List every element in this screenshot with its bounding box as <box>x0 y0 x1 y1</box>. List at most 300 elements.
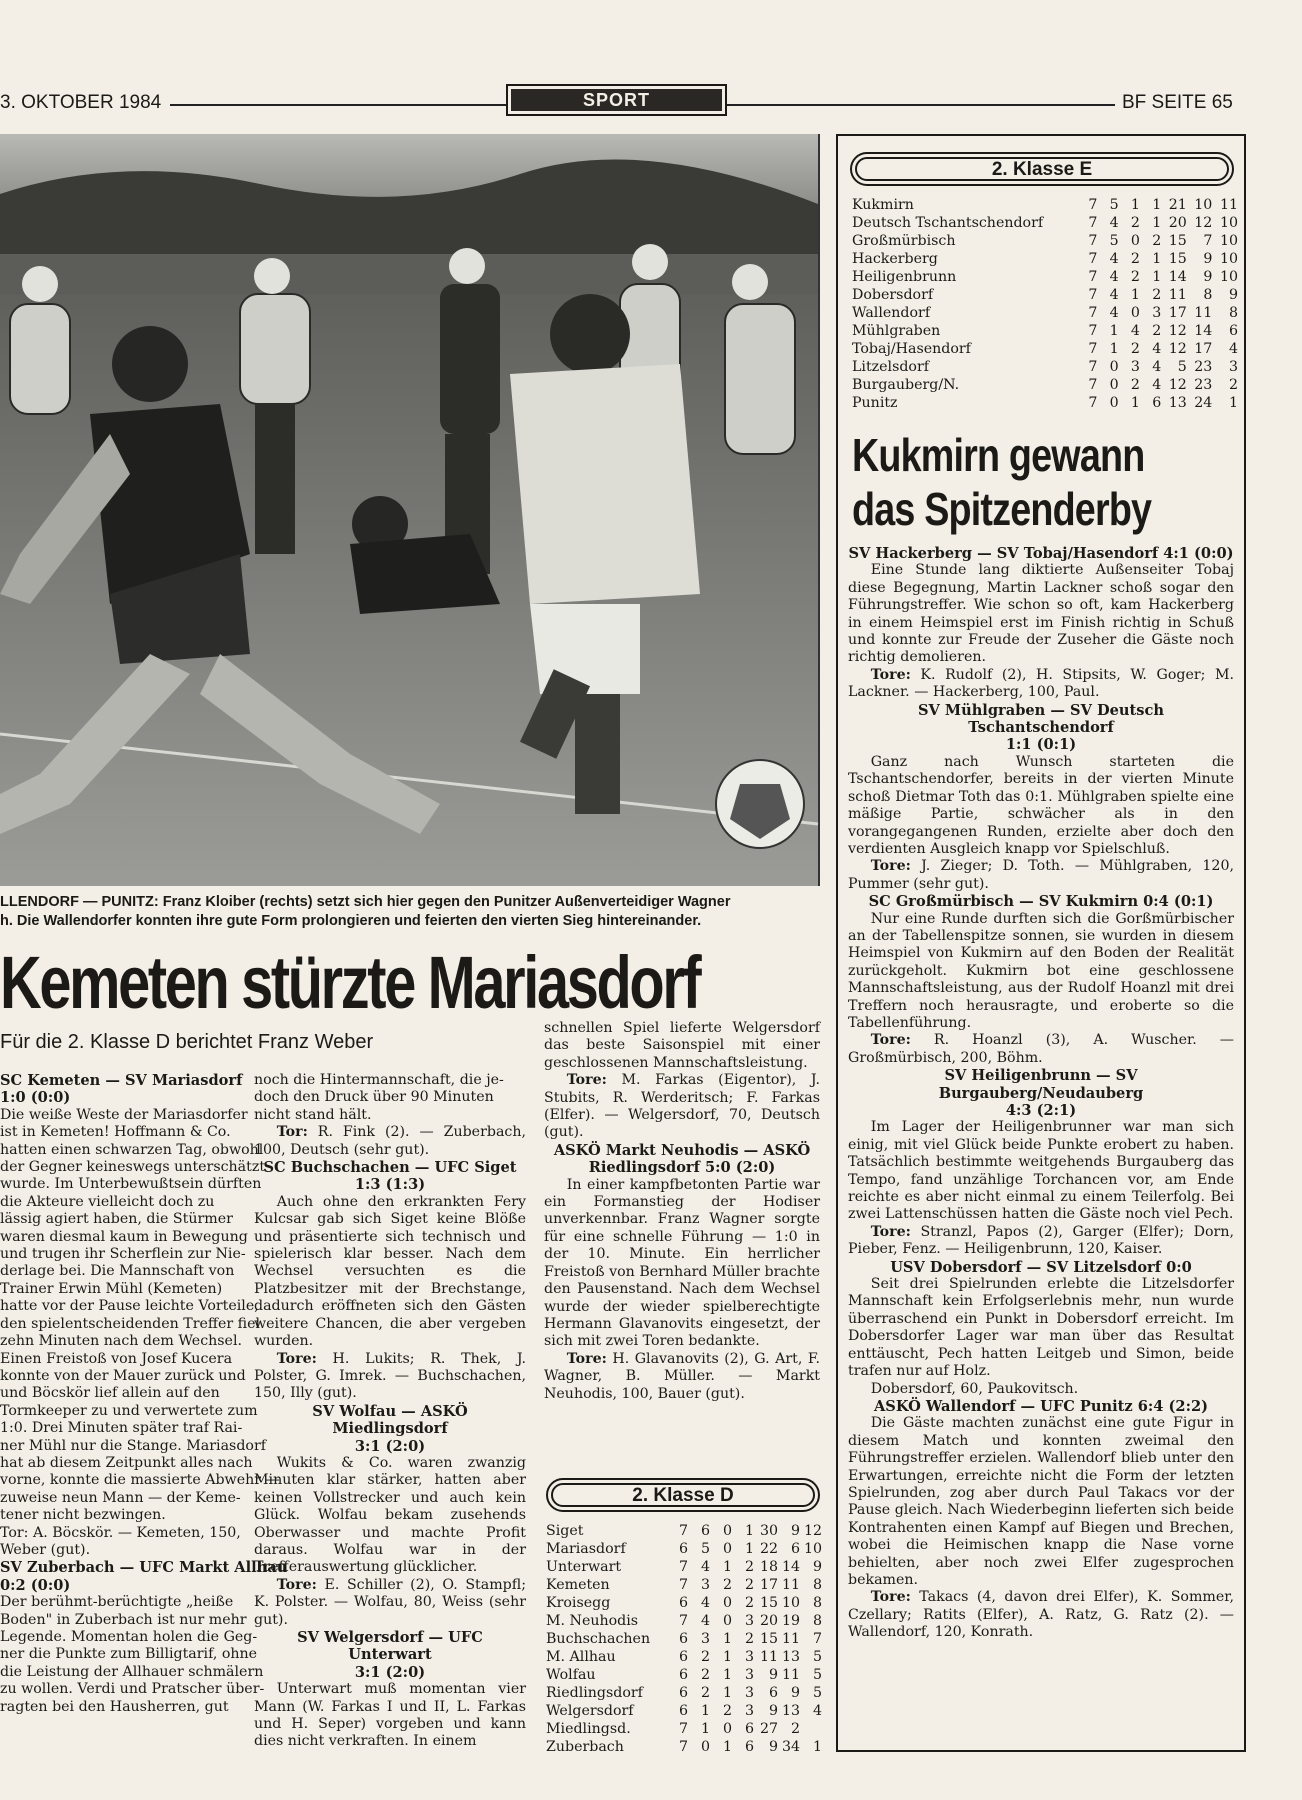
stat-value: 17 <box>759 1577 778 1593</box>
stat-value: 0 <box>722 1541 732 1557</box>
article-column-2 <box>254 1072 526 1751</box>
paragraph: nicht stand hält. <box>254 1106 372 1123</box>
stat-value: 9 <box>768 1703 778 1719</box>
article-column-4 <box>848 545 1234 1642</box>
stat-value: 11 <box>781 1631 800 1647</box>
scorers-label: Tore: <box>870 1032 911 1049</box>
stat-value: 0 <box>1109 359 1119 375</box>
stat-value: 1 <box>722 1667 732 1683</box>
stat-value: 30 <box>759 1523 778 1539</box>
stat-value: 9 <box>1203 269 1213 285</box>
paragraph: Legende. Momentan holen die Geg- <box>0 1629 258 1645</box>
stat-value: 1 <box>744 1523 754 1539</box>
stat-value: 1 <box>722 1559 732 1575</box>
stat-value: 6 <box>790 1541 800 1557</box>
match-heading: 1:0 (0:0) <box>0 1089 71 1107</box>
team-name: Heiligenbrunn <box>852 269 957 285</box>
match-heading: SV Zuberbach — UFC Markt Allhau <box>0 1559 288 1577</box>
stat-value: 12 <box>1168 377 1187 393</box>
stat-value: 8 <box>812 1595 822 1611</box>
paragraph: Nur eine Runde durften sich die Gorßmürbischer an der Tabellenspitze sonnen, sie wurden in diesem Heimspiel von Kukmirn auf den Boden der Realität zurückgeholt. Kukmirn bot eine geschlossene Mannschaftsleistung, aus der Rudolf Hoanzl mit drei Treffern noch herausragte, und eroberte so die Tabellenführung. <box>848 910 1234 1031</box>
team-name: Punitz <box>852 395 898 411</box>
stat-value: 4 <box>700 1595 710 1611</box>
stat-value: 3 <box>744 1667 754 1683</box>
stat-value: 9 <box>768 1667 778 1683</box>
stat-value: 10 <box>1219 251 1238 267</box>
scorers-text: H. Lukits; R. Thek, J. Polster, G. Imrek. — Buchschachen, 150, Illy (gut). <box>254 1350 526 1402</box>
stat-value: 14 <box>1168 269 1187 285</box>
stat-value: 2 <box>1130 251 1140 267</box>
stat-value: 2 <box>790 1721 800 1737</box>
stat-value: 7 <box>1088 395 1098 411</box>
stat-value: 2 <box>744 1595 754 1611</box>
standings-row <box>852 394 1238 412</box>
match-heading: SV Mühlgraben — SV Deutsch Tschantschendorf <box>917 701 1164 737</box>
stat-value: 7 <box>678 1721 688 1737</box>
stat-value: 6 <box>1228 323 1238 339</box>
stat-value: 18 <box>759 1559 778 1575</box>
section-label: SPORT <box>511 89 722 111</box>
standings-row <box>852 340 1238 358</box>
issue-date: 3. OKTOBER 1984 <box>0 92 162 113</box>
stat-value: 7 <box>1088 341 1098 357</box>
stat-value: 1 <box>1152 215 1162 231</box>
stat-value: 7 <box>678 1559 688 1575</box>
stat-value: 4 <box>700 1559 710 1575</box>
stat-value: 0 <box>1130 305 1140 321</box>
kukmirn-headline-line: das Spitzenderby <box>852 483 1152 535</box>
team-name: M. Allhau <box>546 1649 616 1665</box>
stat-value: 12 <box>1168 341 1187 357</box>
stat-value: 6 <box>678 1595 688 1611</box>
team-name: Kroisegg <box>546 1595 611 1611</box>
stat-value: 24 <box>1194 395 1213 411</box>
paragraph: und trugen ihr Scherflein zur Nie- <box>0 1246 246 1263</box>
stat-value: 12 <box>803 1523 822 1539</box>
match-photo-image <box>0 134 818 886</box>
match-photo <box>0 134 820 886</box>
paragraph: die Akteure vielleicht doch zu <box>0 1193 215 1210</box>
stat-value: 5 <box>1177 359 1187 375</box>
stat-value: 1 <box>1228 395 1238 411</box>
stat-value: 4 <box>1109 305 1119 321</box>
stat-value: 14 <box>781 1559 800 1575</box>
match-heading: USV Dobersdorf — SV Litzelsdorf 0:0 <box>890 1258 1192 1276</box>
stat-value: 1 <box>722 1739 732 1755</box>
stat-value: 9 <box>790 1523 800 1539</box>
standings-row <box>852 322 1238 340</box>
stat-value: 7 <box>1088 359 1098 375</box>
standings-e-title-frame <box>850 152 1234 186</box>
article-column-3 <box>544 1020 820 1403</box>
paragraph: Boden" in Zuberbach ist nur mehr <box>0 1611 247 1628</box>
paragraph: noch die Hintermannschaft, die je- <box>254 1072 504 1088</box>
stat-value: 12 <box>1168 323 1187 339</box>
paragraph: konnte von der Mauer zurück und <box>0 1367 246 1384</box>
stat-value: 1 <box>1109 341 1119 357</box>
standings-row <box>852 376 1238 394</box>
stat-value: 4 <box>1130 323 1140 339</box>
paragraph: wurde. Im Unterbewußtsein dürften <box>0 1176 262 1193</box>
stat-value: 7 <box>678 1739 688 1755</box>
stat-value: 0 <box>722 1613 732 1629</box>
stat-value: 2 <box>1130 341 1140 357</box>
scorers-text: Stranzl, Papos (2), Garger (Elfer); Dorn, Pieber, Fenz. — Heiligenbrunn, 120, Kaiser. <box>848 1223 1234 1258</box>
team-name: Tobaj/Hasendorf <box>852 341 971 357</box>
stat-value: 7 <box>1088 269 1098 285</box>
scorers-line <box>848 1224 1234 1259</box>
standings-row <box>852 268 1238 286</box>
stat-value: 19 <box>781 1613 800 1629</box>
stat-value: 20 <box>759 1613 778 1629</box>
stat-value: 4 <box>1152 377 1162 393</box>
paragraph: Ganz nach Wunsch starteten die Tschantschendorfer, bereits in der vierten Minute schoß Dietmar Toth das 0:1. Mühlgraben spielte eine mäßige Partie, schwächer als in den vorangegangenen Runden, erzielte aber doch den verdienten Ausgleich knapp vor Spielschluß. <box>848 753 1234 857</box>
stat-value: 6 <box>744 1739 754 1755</box>
stat-value: 2 <box>700 1649 710 1665</box>
stat-value: 1 <box>744 1541 754 1557</box>
paragraph: hatte vor der Pause leichte Vorteile, <box>0 1298 259 1315</box>
stat-value: 1 <box>700 1721 710 1737</box>
scorers-text: K. Rudolf (2), H. Stipsits, W. Goger; M. Lackner. — Hackerberg, 100, Paul. <box>848 666 1234 701</box>
standings-row <box>546 1720 822 1738</box>
stat-value: 6 <box>1152 395 1162 411</box>
stat-value: 4 <box>1109 287 1119 303</box>
standings-d-table <box>546 1522 822 1756</box>
paragraph: Trainer Erwin Mühl (Kemeten) <box>0 1280 223 1297</box>
scorers-text: M. Farkas (Eigentor), J. Stubits, R. Werderitsch; F. Farkas (Elfer). — Welgersdorf, 70, Deutsch (gut). <box>544 1072 820 1141</box>
paragraph: die Leistung der Allhauer schmälern <box>0 1663 264 1680</box>
paragraph: Dobersdorf, 60, Paukovitsch. <box>870 1380 1079 1397</box>
paragraph: Tormkeeper zu und verwertete zum <box>0 1402 258 1419</box>
stat-value: 2 <box>1228 377 1238 393</box>
match-heading: SV Wolfau — ASKÖ Miedlingsdorf <box>312 1402 468 1438</box>
scorers-label: Tore: <box>566 1350 607 1367</box>
standings-row <box>546 1558 822 1576</box>
stat-value: 0 <box>1130 233 1140 249</box>
paragraph: Weber (gut). <box>0 1541 91 1558</box>
stat-value: 22 <box>759 1541 778 1557</box>
stat-value: 10 <box>803 1541 822 1557</box>
stat-value: 2 <box>700 1667 710 1683</box>
stat-value: 8 <box>1203 287 1213 303</box>
stat-value: 21 <box>1168 197 1187 213</box>
kukmirn-headline <box>852 428 1172 536</box>
standings-row <box>546 1738 822 1756</box>
paragraph: doch den Druck über 90 Minuten <box>254 1089 494 1106</box>
team-name: Buchschachen <box>546 1631 651 1647</box>
match-heading: 3:1 (2:0) <box>354 1437 426 1455</box>
standings-row <box>546 1522 822 1540</box>
stat-value: 2 <box>722 1703 732 1719</box>
team-name: Riedlingsdorf <box>546 1685 643 1701</box>
stat-value: 2 <box>1130 377 1140 393</box>
stat-value: 5 <box>812 1685 822 1701</box>
stat-value: 13 <box>1168 395 1187 411</box>
stat-value: 7 <box>678 1523 688 1539</box>
scorers-label: Tore: <box>870 1589 911 1606</box>
page-number: BF SEITE 65 <box>1122 92 1233 113</box>
match-heading: SV Heiligenbrunn — SV Burgauberg/Neudauberg <box>938 1067 1144 1102</box>
scorers-label: Tore: <box>276 1350 317 1367</box>
stat-value: 15 <box>1168 251 1187 267</box>
scorers-line <box>544 1072 820 1142</box>
team-name: Mariasdorf <box>546 1541 626 1557</box>
match-heading: 1:1 (0:1) <box>1005 736 1077 754</box>
standings-e-table <box>852 196 1238 412</box>
match-heading: 3:1 (2:0) <box>354 1663 426 1681</box>
stat-value: 15 <box>759 1595 778 1611</box>
stat-value: 10 <box>1219 233 1238 249</box>
paragraph: In einer kampfbetonten Partie war ein Formanstieg der Hodiser unverkennbar. Franz Wagner sorgte für eine schnelle Führung — 1:0 in der 10. Minute. Ein herrlicher Freistoß von Bernhard Müller brachte den Pausenstand. Nach dem Wechsel wurde der wieder spielberechtigte Hermann Glavanovits eingesetzt, der sich mit zwei Toren bedankte. <box>544 1176 820 1350</box>
paragraph: hat ab diesem Zeitpunkt alles nach <box>0 1454 253 1471</box>
stat-value: 4 <box>1152 359 1162 375</box>
paragraph: und Böcskör lief allein auf den <box>0 1385 220 1402</box>
match-heading: 0:2 (0:0) <box>0 1576 71 1594</box>
match-heading: ASKÖ Wallendorf — UFC Punitz 6:4 (2:2) <box>873 1397 1209 1415</box>
stat-value: 1 <box>1130 197 1140 213</box>
stat-value: 4 <box>812 1703 822 1719</box>
stat-value: 2 <box>1152 323 1162 339</box>
standings-row <box>546 1612 822 1630</box>
scorers-line <box>848 667 1234 702</box>
stat-value: 17 <box>1168 305 1187 321</box>
stat-value: 7 <box>1088 377 1098 393</box>
stat-value: 7 <box>1088 197 1098 213</box>
stat-value: 11 <box>781 1667 800 1683</box>
stat-value: 10 <box>1194 197 1213 213</box>
stat-value: 11 <box>1168 287 1187 303</box>
scorers-text: R. Fink (2). — Zuberbach, 100, Deutsch (sehr gut). <box>254 1124 526 1158</box>
scorers-text: R. Hoanzl (3), A. Wuscher. — Großmürbisch, 200, Böhm. <box>848 1032 1234 1066</box>
scorers-line <box>254 1351 526 1403</box>
paragraph: Der berühmt-berüchtigte „heiße <box>0 1594 234 1611</box>
stat-value: 7 <box>1088 323 1098 339</box>
stat-value: 27 <box>759 1721 778 1737</box>
standings-row <box>546 1648 822 1666</box>
stat-value: 9 <box>768 1739 778 1755</box>
stat-value: 4 <box>1109 251 1119 267</box>
scorers-label: Tore: <box>870 666 911 683</box>
stat-value: 2 <box>1130 269 1140 285</box>
stat-value: 11 <box>1219 197 1238 213</box>
stat-value: 7 <box>678 1577 688 1593</box>
stat-value: 2 <box>700 1685 710 1701</box>
stat-value: 6 <box>678 1541 688 1557</box>
paragraph: tener nicht bezwingen. <box>0 1507 166 1524</box>
stat-value: 7 <box>812 1631 822 1647</box>
stat-value: 8 <box>1228 305 1238 321</box>
stat-value: 2 <box>744 1577 754 1593</box>
stat-value: 7 <box>1088 233 1098 249</box>
scorers-line <box>544 1351 820 1403</box>
stat-value: 6 <box>678 1667 688 1683</box>
match-heading: 1:3 (1:3) <box>354 1176 426 1194</box>
stat-value: 8 <box>812 1577 822 1593</box>
match-heading: 4:3 (2:1) <box>1005 1102 1077 1119</box>
paragraph: ner die Punkte zum Billigtarif, ohne <box>0 1646 258 1663</box>
team-name: Unterwart <box>546 1559 622 1575</box>
stat-value: 3 <box>1228 359 1238 375</box>
standings-e-title: 2. Klasse E <box>855 157 1229 181</box>
paragraph: Im Lager der Heiligenbrunner war man sich einig, mit viel Glück beide Punkte erobert zu haben. Tatsächlich bestimmte weitgehends Burgauberg das Tempo, fand unzählige Torchancen vor, am Ende reichte es aber nicht einmal zu einem Teilerfolg. Bei zwei Lattenschüssen hatten die Gäste noch viel Pech. <box>848 1119 1234 1223</box>
stat-value: 3 <box>744 1685 754 1701</box>
paragraph: waren diesmal kaum in Bewegung <box>0 1228 248 1245</box>
scorers-line <box>848 858 1234 893</box>
stat-value: 17 <box>1194 341 1213 357</box>
stat-value: 0 <box>722 1523 732 1539</box>
stat-value: 7 <box>1088 305 1098 321</box>
stat-value: 5 <box>700 1541 710 1557</box>
paragraph: ragten bei den Hausherren, gut <box>0 1698 229 1715</box>
stat-value: 11 <box>781 1577 800 1593</box>
stat-value: 9 <box>812 1559 822 1575</box>
stat-value: 9 <box>1203 251 1213 267</box>
paragraph: zehn Minuten nach dem Wechsel. <box>0 1333 242 1350</box>
stat-value: 6 <box>768 1685 778 1701</box>
stat-value: 0 <box>1109 377 1119 393</box>
scorers-label: Tor: <box>276 1124 308 1141</box>
stat-value: 2 <box>1152 233 1162 249</box>
paragraph: Auch ohne den erkrankten Fery Kulcsar gab sich Siget keine Blöße und präsentierte sich technisch und spielerisch klar besser. Nach dem Wechsel versuchten es die Platzbesitzer mit der Brechstange, dadurch eröffneten sich den Gästen weitere Chancen, die aber vergeben wurden. <box>254 1193 526 1350</box>
paragraph: vorne, konnte die massierte Abwehr — <box>0 1472 280 1489</box>
paragraph: hatten einen schwarzen Tag, obwohl <box>0 1141 264 1158</box>
standings-row <box>852 358 1238 376</box>
stat-value: 4 <box>1109 215 1119 231</box>
section-label-box <box>506 84 727 116</box>
stat-value: 13 <box>781 1703 800 1719</box>
scorers-label: Tore: <box>870 1223 911 1240</box>
stat-value: 2 <box>1152 287 1162 303</box>
stat-value: 1 <box>722 1649 732 1665</box>
stat-value: 23 <box>1194 359 1213 375</box>
stat-value: 1 <box>1130 395 1140 411</box>
stat-value: 6 <box>678 1649 688 1665</box>
standings-row <box>546 1540 822 1558</box>
match-heading: Riedlingsdorf 5:0 (2:0) <box>588 1159 776 1177</box>
stat-value: 12 <box>1194 215 1213 231</box>
match-heading: SV Welgersdorf — UFC Unterwart <box>297 1629 483 1664</box>
match-heading: SC Kemeten — SV Mariasdorf <box>0 1072 243 1089</box>
stat-value: 6 <box>700 1523 710 1539</box>
stat-value: 1 <box>1152 197 1162 213</box>
paragraph: der Gegner keineswegs unterschätzt <box>0 1159 266 1176</box>
paragraph: den spielentscheidenden Treffer fiel <box>0 1315 261 1332</box>
stat-value: 23 <box>1194 377 1213 393</box>
stat-value: 3 <box>1152 305 1162 321</box>
stat-value: 5 <box>812 1649 822 1665</box>
match-heading: SC Großmürbisch — SV Kukmirn 0:4 (0:1) <box>868 893 1214 911</box>
paragraph: zu wollen. Verdi und Pratscher über- <box>0 1681 265 1698</box>
scorers-text: Takacs (4, davon drei Elfer), K. Sommer, Czellary; Ratits (Elfer), A. Ratz, G. Ratz (2). — Wallendorf, 120, Konrath. <box>848 1589 1234 1641</box>
stat-value: 2 <box>1130 215 1140 231</box>
team-name: Wallendorf <box>852 305 931 321</box>
stat-value: 8 <box>812 1613 822 1629</box>
stat-value: 4 <box>700 1613 710 1629</box>
stat-value: 11 <box>1194 305 1213 321</box>
stat-value: 5 <box>812 1667 822 1683</box>
standings-row <box>546 1684 822 1702</box>
team-name: Hackerberg <box>852 251 938 267</box>
match-heading: SC Buchschachen — UFC Siget <box>263 1159 517 1177</box>
scorers-label: Tore: <box>276 1576 317 1593</box>
paragraph: schnellen Spiel lieferte Welgersdorf das beste Saisonspiel mit einer geschlossenen Mannschaftsleistung. <box>544 1020 820 1071</box>
stat-value: 34 <box>781 1739 800 1755</box>
scorers-text: H. Glavanovits (2), G. Art, F. Wagner, B. Müller. — Markt Neuhodis, 100, Bauer (gut). <box>544 1350 820 1402</box>
standings-row <box>852 286 1238 304</box>
team-name: Welgersdorf <box>546 1703 634 1719</box>
stat-value: 14 <box>1194 323 1213 339</box>
standings-d-title-frame <box>546 1478 820 1512</box>
standings-row <box>546 1630 822 1648</box>
paragraph: Seit drei Spielrunden erlebte die Litzelsdorfer Mannschaft kein Erfolgserlebnis mehr, nun wurde überraschend ein Punkt in Dobersdorf erreicht. Im Dobersdorfer Lager war man über das Resultat enttäuscht, Pech hatten Leitgeb und Simon, beide trafen nur auf Holz. <box>848 1276 1234 1380</box>
team-name: Mühlgraben <box>852 323 941 339</box>
stat-value: 4 <box>1228 341 1238 357</box>
stat-value: 0 <box>722 1721 732 1737</box>
header-rule-right <box>727 104 1115 106</box>
paragraph: lässig agiert haben, die Stürmer <box>0 1211 233 1228</box>
stat-value: 2 <box>744 1559 754 1575</box>
stat-value: 2 <box>722 1577 732 1593</box>
paragraph: Die weiße Weste der Mariasdorfer <box>0 1106 248 1123</box>
scorers-line <box>254 1124 526 1159</box>
stat-value: 11 <box>759 1649 778 1665</box>
paragraph: ist in Kemeten! Hoffmann & Co. <box>0 1124 231 1141</box>
scorers-label: Tore: <box>870 858 911 875</box>
paragraph: Einen Freistoß von Josef Kucera <box>0 1350 233 1367</box>
standings-row <box>546 1594 822 1612</box>
stat-value: 7 <box>678 1613 688 1629</box>
standings-row <box>852 250 1238 268</box>
kukmirn-headline-line: Kukmirn gewann <box>852 429 1145 481</box>
photo-caption-line: LLENDORF — PUNITZ: Franz Kloiber (rechts) setzt sich hier gegen den Punitzer Außenverteidiger Wagner <box>0 894 731 910</box>
photo-caption-line: h. Die Wallendorfer konnten ihre gute Form prolongieren und feierten den vierten Sieg hintereinander. <box>0 913 702 929</box>
standings-row <box>852 304 1238 322</box>
stat-value: 7 <box>1088 251 1098 267</box>
match-heading: ASKÖ Markt Neuhodis — ASKÖ <box>553 1141 811 1159</box>
stat-value: 5 <box>1109 197 1119 213</box>
standings-row <box>852 214 1238 232</box>
scorers-line <box>848 1589 1234 1641</box>
standings-row <box>546 1576 822 1594</box>
team-name: Miedlingsd. <box>546 1721 631 1737</box>
standings-row <box>852 196 1238 214</box>
stat-value: 0 <box>722 1595 732 1611</box>
stat-value: 13 <box>781 1649 800 1665</box>
stat-value: 4 <box>1152 341 1162 357</box>
stat-value: 6 <box>678 1631 688 1647</box>
stat-value: 9 <box>790 1685 800 1701</box>
stat-value: 0 <box>700 1739 710 1755</box>
article-headline: Kemeten stürzte Mariasdorf <box>0 941 700 1024</box>
stat-value: 1 <box>812 1739 822 1755</box>
stat-value: 15 <box>759 1631 778 1647</box>
stat-value: 10 <box>1219 269 1238 285</box>
paragraph: Die Gäste machten zunächst eine gute Figur in diesem Match und konnten zweimal den Führungstreffer erzielen. Wallendorf blieb unter den Erwartungen, erreichte nicht die Form der letzten Spielrunden, zog aber durch Paul Takacs vor der Pause gleich. Nach Wiederbeginn lieferten sich beide Kontrahenten einen Kampf auf Biegen und Brechen, wobei die Heimischen knapp die Nase vorne behielten, aber noch zwei Elfer zugesprochen bekamen. <box>848 1415 1234 1588</box>
stat-value: 1 <box>722 1685 732 1701</box>
stat-value: 3 <box>744 1703 754 1719</box>
stat-value: 15 <box>1168 233 1187 249</box>
stat-value: 1 <box>1130 287 1140 303</box>
stat-value: 10 <box>781 1595 800 1611</box>
paragraph: Unterwart muß momentan vier Mann (W. Farkas I und II, L. Farkas und H. Seper) vorgeben und kann dies nicht verkraften. In einem <box>254 1681 526 1750</box>
stat-value: 1 <box>722 1631 732 1647</box>
stat-value: 3 <box>744 1649 754 1665</box>
team-name: Großmürbisch <box>852 233 956 249</box>
article-byline: Für die 2. Klasse D berichtet Franz Weber <box>0 1031 374 1053</box>
stat-value: 1 <box>1109 323 1119 339</box>
stat-value: 6 <box>678 1685 688 1701</box>
stat-value: 7 <box>1088 215 1098 231</box>
